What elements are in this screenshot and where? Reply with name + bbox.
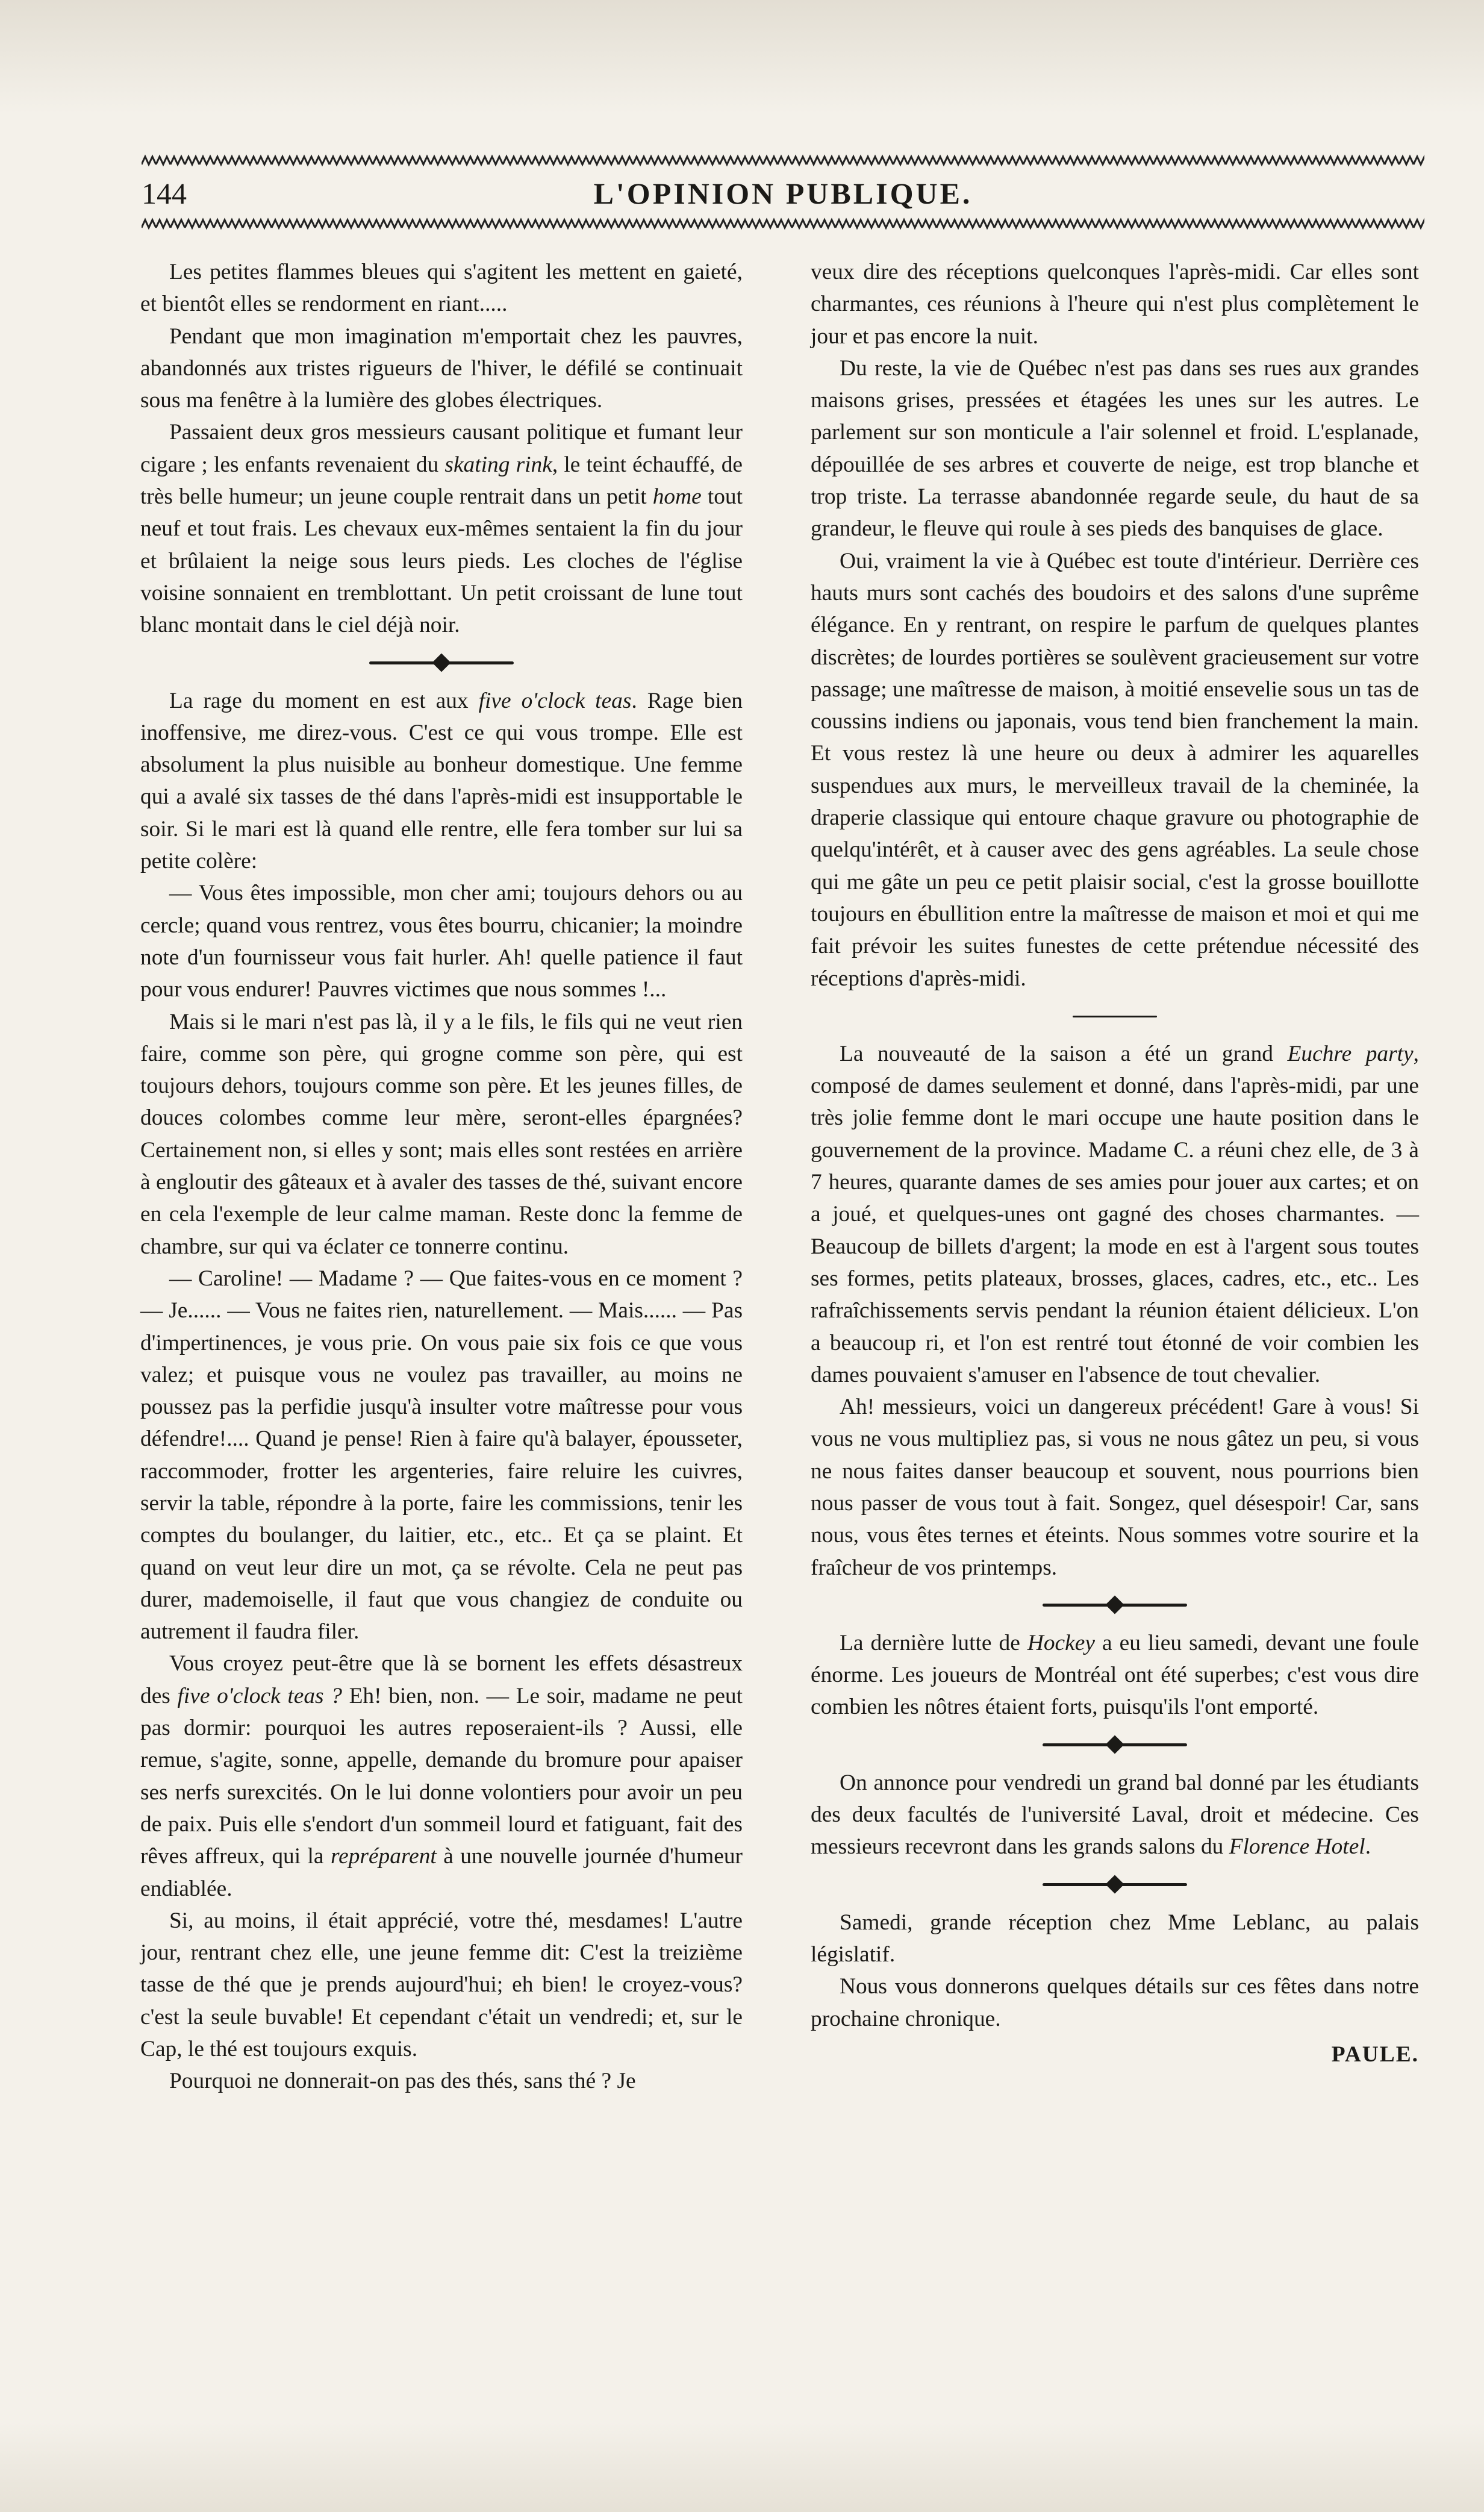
italic-term: Hockey [1027,1630,1095,1655]
text-run: — Caroline! — Madame ? — Que faites-vous en ce moment ? — Je...... — Vous ne faites rien, naturellement. — Mais...... — Pas d'impertinences, je vous prie. On vous paie six fois ce que vous valez; et puisque vous ne voulez pas travailler, au moins ne poussez pas la perfidie jusqu'à insulter votre maîtresse pour vous défendre!.... Quand je pense! Rien à faire qu'à balayer, épousseter, raccommoder, frotter les argenteries, faire reluire les cuivres, servir la table, répondre à la porte, faire les commissions, tenir les comptes du boulanger, du laitier, etc., etc.. Et ça se plaint. Et quand on veut leur dire un mot, ça se révolte. Cela ne peut pas durer, mademoiselle, il faut que vous changiez de conduite ou autrement il faudra filer. [140,1266,743,1645]
journal-title: L'OPINION PUBLIQUE. [593,177,973,210]
text-run: , le teint échauffé, de très belle humeur; un jeune couple rentrait dans un petit [140,452,743,510]
left-column [140,256,743,2098]
right-column [811,256,1419,2070]
section-divider-ornament [811,1863,1419,1907]
author-signature: PAULE. [1331,2042,1419,2067]
text-run: Vous croyez peut-être que là se bornent les effets désastreux des [140,1651,743,1708]
text-run: — Vous êtes impossible, mon cher ami; toujours dehors ou au cercle; quand vous rentrez, vous êtes bourru, chicanier; la moindre note d'un fournisseur vous fait hurler. Ah! quelle patience il faut pour vous endurer! Pauvres victimes que nous sommes !... [140,881,743,1002]
text-run: a eu lieu samedi, devant une foule énorme. Les joueurs de Montréal ont été superbes; c'est vous dire combien les nôtres étaient forts, puisqu'ils l'ont emporté. [811,1630,1419,1720]
article-paragraph [811,1391,1419,1584]
text-run: . Rage bien inoffensive, me direz-vous. C'est ce qui vous trompe. Elle est absolument la plus nuisible au bonheur domestique. Une femme qui a avalé six tasses de thé dans l'après-midi est insupportable le soir. Si le mari est là quand elle rentre, elle fera tomber sur lui sa petite colère: [140,688,743,874]
article-paragraph [140,416,743,641]
italic-term: Euchre party [1287,1041,1414,1066]
text-run: , composé de dames seulement et donné, dans l'après-midi, par une très jolie femme dont le mari occupe une haute position dans le gouvernement de la province. Madame C. a réuni chez elle, de 3 à 7 heures, quarante dames de ses amies pour jouer aux cartes; et on a joué, et quelques-unes ont gagné des choses charmantes. — Beaucoup de billets d'argent; la mode en est à l'argent sous toutes ses formes, petits plateaux, brosses, glaces, cadres, etc., etc.. Les rafraîchissements servis pendant la réunion étaient délicieux. L'on a beaucoup ri, et l'on est rentré tout étonné de voir combien les dames pouvaient s'amuser en l'absence de tout chevalier. [811,1041,1420,1387]
article-paragraph [140,1648,743,1904]
text-run: Pendant que mon imagination m'emportait chez les pauvres, abandonnés aux tristes rigueurs de l'hiver, le défilé se continuait sous ma fenêtre à la lumière des globes électriques. [140,323,743,413]
text-run: Ah! messieurs, voici un dangereux précédent! Gare à vous! Si vous ne vous multipliez pas, si vous ne nous gâtez un peu, si vous ne nous faites danser beaucoup et souvent, nous pourrions bien nous passer de vous tout à fait. Songez, quel désespoir! Car, sans nous, vous êtes ternes et éteints. Nous sommes votre sourire et la fraîcheur de vos printemps. [811,1395,1419,1580]
text-run: Eh! bien, non. — Le soir, madame ne peut pas dormir: pourquoi les autres reposeraient-ils ? Aussi, elle remue, s'agite, sonne, appelle, demande du bromure pour apaiser ses nerfs surexcités. On le lui donne volontiers pour avoir un peu de paix. Puis elle s'endort d'un sommeil lourd et fatiguant, fait des rêves affreux, qui la [140,1683,743,1869]
italic-term: home [652,484,702,510]
article-paragraph [811,1038,1419,1391]
article-paragraph [140,2065,743,2097]
italic-term: skating rink [444,452,552,477]
text-run: Nous vous donnerons quelques détails sur ces fêtes dans notre prochaine chronique. [811,1974,1419,2031]
article-paragraph [811,1627,1419,1723]
article-paragraph [140,1905,743,2065]
text-run: Samedi, grande réception chez Mme Leblanc, au palais législatif. [811,1910,1419,1967]
text-run: On annonce pour vendredi un grand bal donné par les étudiants des deux facultés de l'université Laval, droit et médecine. Ces messieurs recevront dans les grands salons du [811,1770,1419,1860]
wavy-rule-top [142,154,1424,167]
section-divider-ornament [140,642,743,685]
text-run: Du reste, la vie de Québec n'est pas dans ses rues aux grandes maisons grises, pressées et étagées les unes sur les autres. Le parlement sur son monticule a l'air solennel et froid. L'esplanade, dépouillée de ses arbres et couverte de neige, est trop blanche et trop triste. La terrasse abandonnée regarde seule, du haut de sa grandeur, le fleuve qui roule à ses pieds des banquises de glace. [811,355,1419,542]
text-run: La dernière lutte de [840,1630,1027,1655]
text-run: Passaient deux gros messieurs causant politique et fumant leur cigare ; les enfants revenaient du [140,420,743,477]
italic-term: five o'clock teas ? [177,1683,342,1708]
text-run: Oui, vraiment la vie à Québec est toute d'intérieur. Derrière ces hauts murs sont cachés des boudoirs et des salons d'une suprême élégance. En y rentrant, on respire le parfum de quelques plantes discrètes; de lourdes portières se soulèvent gracieusement sur votre passage; une maîtresse de maison, à moitié ensevelie sous un tas de coussins indiens ou japonais, vous tend bien franchement la main. Et vous restez là une heure ou deux à admirer les aquarelles suspendues aux murs, le merveilleux travail de la cheminée, la draperie classique qui entoure chaque gravure ou photographie de quelqu'intérêt, et à causer avec des gens agréables. La seule chose qui me gâte un peu ce petit plaisir social, c'est la grosse bouillotte toujours en ébullition entre la maîtresse de maison et moi et qui me fait prévoir les suites funestes de cette prétendue nécessité des réceptions d'après-midi. [811,548,1419,991]
text-run: Si, au moins, il était apprécié, votre thé, mesdames! L'autre jour, rentrant chez elle, une jeune femme dit: C'est la treizième tasse de thé que je prends aujourd'hui; eh bien! le croyez-vous? c'est la seule buvable! Et cependant c'était un vendredi; et, sur le Cap, le thé est toujours exquis. [140,1908,743,2062]
article-paragraph [811,545,1419,995]
italic-term: repréparent [330,1844,437,1869]
section-divider-ornament [811,995,1419,1038]
italic-term: Florence Hotel [1229,1834,1365,1860]
text-run: tout neuf et tout frais. Les chevaux eux-mêmes sentaient la fin du jour et brûlaient la neige sous leurs pieds. Les cloches de l'église voisine sonnaient en tremblottant. Un petit croissant de lune tout blanc montait dans le ciel déjà noir. [140,484,743,638]
article-paragraph [811,352,1419,545]
article-paragraph [140,256,743,320]
italic-term: five o'clock teas [478,688,632,713]
article-paragraph [140,320,743,417]
wavy-rule-bottom [142,217,1424,230]
section-divider-ornament [811,1584,1419,1627]
page-header [142,176,1424,212]
article-paragraph [140,1263,743,1648]
text-run: La rage du moment en est aux [169,688,479,713]
article-paragraph [811,1970,1419,2035]
section-divider-ornament [811,1723,1419,1767]
text-run: Pourquoi ne donnerait-on pas des thés, sans thé ? Je [169,2069,636,2094]
page-number: 144 [142,177,187,210]
text-run: veux dire des réceptions quelconques l'après-midi. Car elles sont charmantes, ces réunions à l'heure qui n'est plus complètement le jour et pas encore la nuit. [811,260,1419,349]
text-run: Les petites flammes bleues qui s'agitent les mettent en gaieté, et bientôt elles se rendorment en riant..... [140,260,743,317]
article-paragraph [140,877,743,1005]
text-run: à une nouvelle journée d'humeur endiablée. [140,1844,743,1901]
text-run: La nouveauté de la saison a été un grand [840,1041,1288,1066]
text-run: . [1365,1834,1371,1860]
article-paragraph [811,1767,1419,1863]
article-paragraph [811,256,1419,352]
text-run: Mais si le mari n'est pas là, il y a le fils, le fils qui ne veut rien faire, comme son père, qui grogne comme son père, qui est toujours dehors, toujours comme son père. Et les jeunes filles, de douces colombes comme leur mère, seront-elles épargnées? Certainement non, si elles y sont; mais elles sont restées en arrière à engloutir des gâteaux et à avaler des tasses de thé, suivant encore en cela l'exemple de leur calme maman. Reste donc la femme de chambre, sur qui va éclater ce tonnerre continu. [140,1009,743,1259]
article-paragraph [811,1907,1419,1971]
article-paragraph [140,1006,743,1263]
article-paragraph [140,685,743,878]
